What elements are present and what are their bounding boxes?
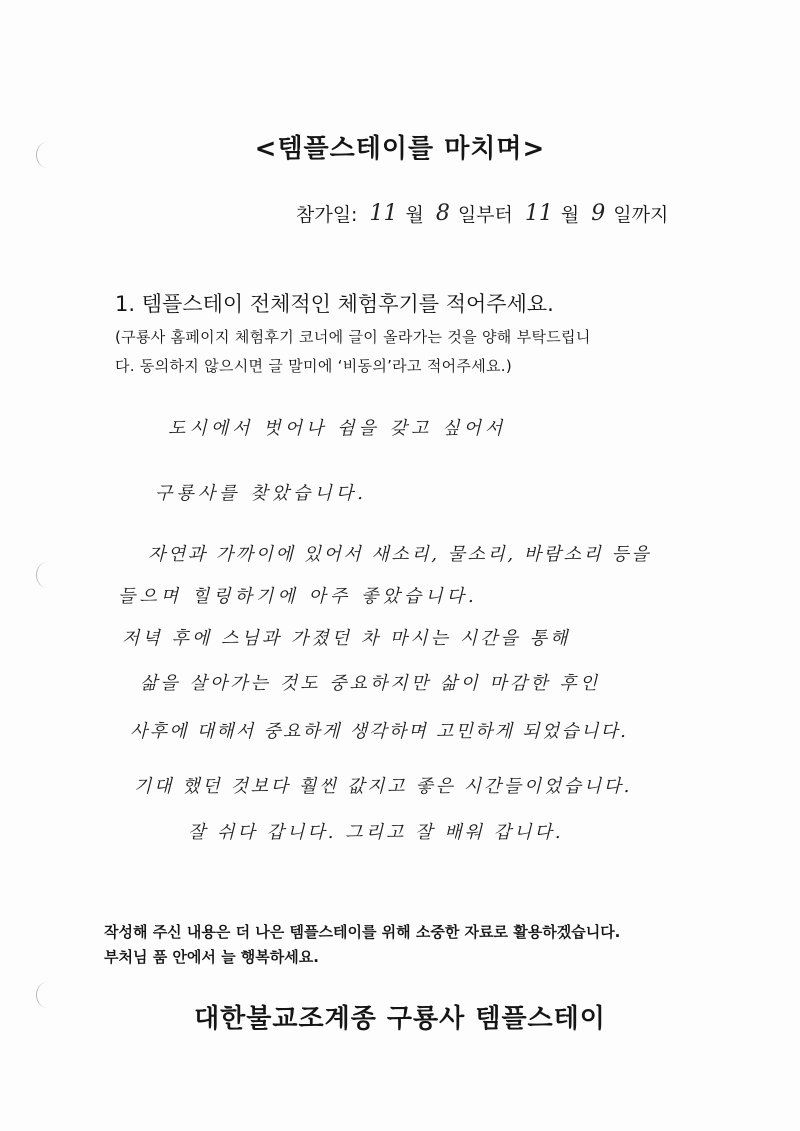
handwritten-answer-line: 삶을 살아가는 것도 중요하지만 삶이 마감한 후인 [140, 673, 601, 694]
handwritten-answer-line: 잘 쉬다 갑니다. 그리고 잘 배워 갑니다. [188, 822, 564, 843]
question-1-note: 다. 동의하지 않으시면 글 말미에 ‘비동의’라고 적어주세요.) [115, 357, 513, 375]
question-1: 1. 템플스테이 전체적인 체험후기를 적어주세요. [115, 292, 554, 316]
closing-blessing: 부처님 품 안에서 늘 행복하세요. [104, 948, 319, 966]
closing-message: 작성해 주신 내용은 더 나은 템플스테이를 위해 소중한 자료로 활용하겠습니다. [104, 923, 621, 941]
until-label: 일까지 [613, 203, 669, 226]
end-month-value: 11 [524, 200, 553, 226]
temple-name: 대한불교조계종 구룡사 템플스테이 [194, 1004, 606, 1034]
punch-hole-mark [36, 562, 59, 588]
handwritten-answer-line: 들으며 힐링하기에 아주 좋았습니다. [118, 586, 478, 607]
handwritten-answer-line: 저녁 후에 스님과 가졌던 차 마시는 시간을 통해 [122, 628, 571, 649]
start-day-value: 8 [435, 200, 450, 226]
handwritten-answer-line: 구룡사를 찾았습니다. [155, 483, 367, 504]
handwritten-answer-line: 자연과 가까이에 있어서 새소리, 물소리, 바람소리 등을 [148, 544, 652, 565]
participation-label: 참가일: [296, 203, 358, 226]
handwritten-answer-line: 기대 했던 것보다 훨씬 값지고 좋은 시간들이었습니다. [134, 776, 632, 797]
from-label: 일부터 [457, 203, 513, 226]
question-1-note: (구룡사 홈페이지 체험후기 코너에 글이 올라가는 것을 양해 부탁드립니 [115, 328, 591, 346]
handwritten-answer-line: 사후에 대해서 중요하게 생각하며 고민하게 되었습니다. [130, 721, 629, 742]
start-month-value: 11 [369, 200, 398, 226]
handwritten-answer-line: 도시에서 벗어나 쉼을 갖고 싶어서 [168, 418, 507, 439]
month-label: 월 [560, 203, 580, 226]
end-day-value: 9 [591, 200, 606, 226]
month-label: 월 [405, 203, 424, 226]
page-title: <템플스테이를 마치며> [254, 134, 546, 164]
participation-dates [296, 196, 668, 230]
